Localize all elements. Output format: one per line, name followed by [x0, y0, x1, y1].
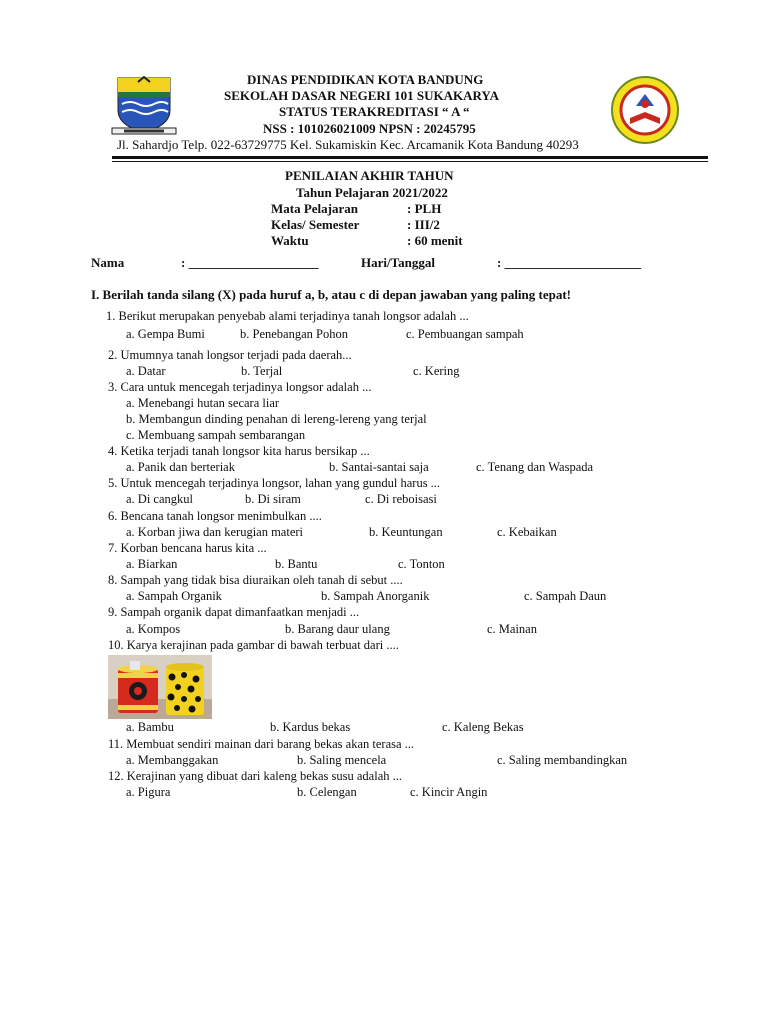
- q4-option-c[interactable]: c. Tenang dan Waspada: [476, 460, 594, 474]
- date-field[interactable]: : _____________________: [497, 255, 642, 270]
- q9-option-a[interactable]: a. Kompos: [126, 622, 181, 636]
- question-3: 3. Cara untuk mencegah terjadinya longsor adalah ...: [108, 380, 372, 394]
- time-value: : 60 menit: [407, 233, 463, 248]
- q3-option-c[interactable]: c. Membuang sampah sembarangan: [126, 428, 306, 442]
- question-8: 8. Sampah yang tidak bisa diuraikan oleh tanah di sebut ....: [108, 573, 403, 587]
- q6-option-a[interactable]: a. Korban jiwa dan kerugian materi: [126, 525, 304, 539]
- time-label: Waktu: [271, 233, 309, 248]
- question-9: 9. Sampah organik dapat dimanfaatkan menjadi ...: [108, 605, 360, 619]
- question-12: 12. Kerajinan yang dibuat dari kaleng bekas susu adalah ...: [108, 769, 403, 783]
- question-11: 11. Membuat sendiri mainan dari barang bekas akan terasa ...: [108, 737, 415, 751]
- q8-option-a[interactable]: a. Sampah Organik: [126, 589, 222, 603]
- bandung-city-logo: [110, 74, 178, 138]
- school-logo: [608, 76, 682, 144]
- q7-option-b[interactable]: b. Bantu: [275, 557, 318, 571]
- q4-option-b[interactable]: b. Santai-santai saja: [329, 460, 429, 474]
- q5-option-c[interactable]: c. Di reboisasi: [365, 492, 437, 506]
- q10-option-a[interactable]: a. Bambu: [126, 720, 174, 734]
- q6-option-c[interactable]: c. Kebaikan: [497, 525, 557, 539]
- q7-option-c[interactable]: c. Tonton: [398, 557, 445, 571]
- exam-title: PENILAIAN AKHIR TAHUN: [285, 168, 454, 183]
- name-label: Nama: [91, 255, 125, 270]
- header-agency: DINAS PENDIDIKAN KOTA BANDUNG: [247, 72, 484, 87]
- question-4: 4. Ketika terjadi tanah longsor kita harus bersikap ...: [108, 444, 370, 458]
- header-accreditation: STATUS TERAKREDITASI “ A “: [279, 104, 470, 119]
- question-2: 2. Umumnya tanah longsor terjadi pada daerah...: [108, 348, 352, 362]
- name-field[interactable]: : ____________________: [181, 255, 319, 270]
- header-nss-npsn: NSS : 101026021009 NPSN : 20245795: [263, 121, 476, 136]
- q12-option-c[interactable]: c. Kincir Angin: [410, 785, 488, 799]
- header-address: Jl. Sahardjo Telp. 022-63729775 Kel. Sukamiskin Kec. Arcamanik Kota Bandung 40293: [117, 137, 579, 152]
- q7-option-a[interactable]: a. Biarkan: [126, 557, 178, 571]
- subject-label: Mata Pelajaran: [271, 201, 359, 216]
- q2-option-b[interactable]: b. Terjal: [241, 364, 283, 378]
- question-6: 6. Bencana tanah longsor menimbulkan ....: [108, 509, 322, 523]
- q6-option-b[interactable]: b. Keuntungan: [369, 525, 443, 539]
- q12-option-a[interactable]: a. Pigura: [126, 785, 171, 799]
- q12-option-b[interactable]: b. Celengan: [297, 785, 357, 799]
- q9-option-c[interactable]: c. Mainan: [487, 622, 537, 636]
- q4-option-a[interactable]: a. Panik dan berteriak: [126, 460, 235, 474]
- subject-value: : PLH: [407, 201, 442, 216]
- question-10: 10. Karya kerajinan pada gambar di bawah terbuat dari ....: [108, 638, 399, 652]
- q3-option-a[interactable]: a. Menebangi hutan secara liar: [126, 396, 280, 410]
- header-school: SEKOLAH DASAR NEGERI 101 SUKAKARYA: [224, 88, 499, 103]
- class-value: : III/2: [407, 217, 440, 232]
- q5-option-a[interactable]: a. Di cangkul: [126, 492, 193, 506]
- exam-year: Tahun Pelajaran 2021/2022: [296, 185, 448, 200]
- q11-option-b[interactable]: b. Saling mencela: [297, 753, 387, 767]
- question-5: 5. Untuk mencegah terjadinya longsor, lahan yang gundul harus ...: [108, 476, 441, 490]
- q11-option-c[interactable]: c. Saling membandingkan: [497, 753, 628, 767]
- q8-option-b[interactable]: b. Sampah Anorganik: [321, 589, 430, 603]
- date-label: Hari/Tanggal: [361, 255, 435, 270]
- q11-option-a[interactable]: a. Membanggakan: [126, 753, 219, 767]
- q10-option-b[interactable]: b. Kardus bekas: [270, 720, 351, 734]
- craft-cans-image: [108, 655, 212, 719]
- q2-option-a[interactable]: a. Datar: [126, 364, 166, 378]
- question-7: 7. Korban bencana harus kita ...: [108, 541, 267, 555]
- q5-option-b[interactable]: b. Di siram: [245, 492, 301, 506]
- class-label: Kelas/ Semester: [271, 217, 360, 232]
- header-divider-thick: [112, 156, 708, 159]
- q1-option-b[interactable]: b. Penebangan Pohon: [240, 327, 348, 341]
- q9-option-b[interactable]: b. Barang daur ulang: [285, 622, 390, 636]
- q10-option-c[interactable]: c. Kaleng Bekas: [442, 720, 524, 734]
- header-divider-thin: [112, 161, 708, 162]
- question-1: 1. Berikut merupakan penyebab alami terjadinya tanah longsor adalah ...: [106, 309, 469, 323]
- q1-option-c[interactable]: c. Pembuangan sampah: [406, 327, 524, 341]
- instruction: I. Berilah tanda silang (X) pada huruf a, b, atau c di depan jawaban yang paling tepat!: [91, 287, 572, 302]
- q3-option-b[interactable]: b. Membangun dinding penahan di lereng-lereng yang terjal: [126, 412, 427, 426]
- q2-option-c[interactable]: c. Kering: [413, 364, 460, 378]
- q8-option-c[interactable]: c. Sampah Daun: [524, 589, 607, 603]
- q1-option-a[interactable]: a. Gempa Bumi: [126, 327, 205, 341]
